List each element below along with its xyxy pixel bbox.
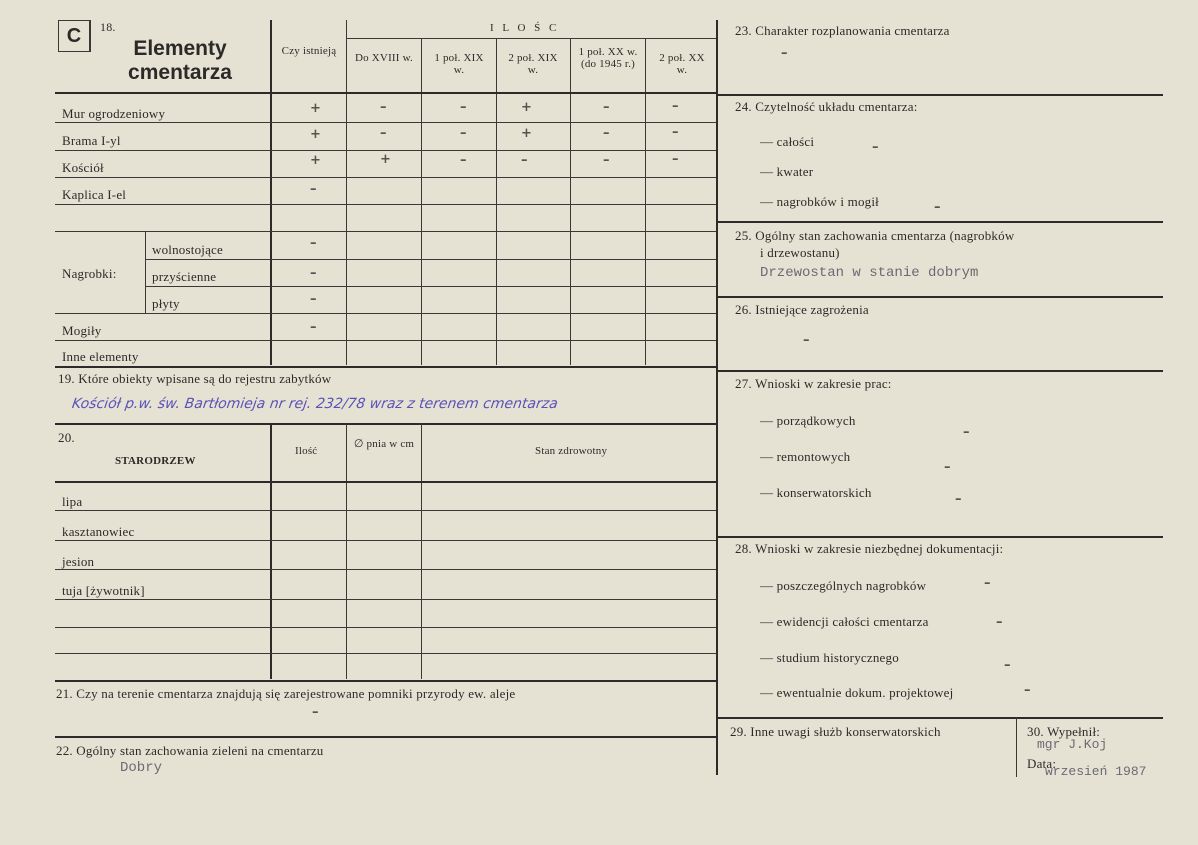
row-line <box>55 177 716 178</box>
sec24-value-calosci: – <box>872 140 879 155</box>
tree-col-divider <box>346 423 347 679</box>
sec26-top <box>716 296 1163 298</box>
mark-kosciol-p2: – <box>460 153 467 168</box>
mark-kosciol-p3: – <box>521 153 528 168</box>
sec28-item-nagrobkow: — poszczególnych nagrobków <box>760 578 927 593</box>
tree-col-divider <box>421 423 422 679</box>
sec29-top <box>716 717 1163 719</box>
row-label-plyty: płyty <box>152 296 180 311</box>
mark-wolnostojace-czy: – <box>310 236 317 251</box>
tree-header-bottom <box>55 481 716 483</box>
tree-tuja: tuja [żywotnik] <box>62 583 145 598</box>
tree-row-line <box>55 653 716 654</box>
sec19-handwritten-entry: Kościół p.w. św. Bartłomieja nr rej. 232/78 wraz z terenem cmentarza <box>70 396 559 412</box>
tree-col-stan: Stan zdrowotny <box>535 445 608 457</box>
sec28-value-projektowej: – <box>1024 683 1031 698</box>
sec18-header-bottom <box>55 92 716 94</box>
mark-kosciol-p5: – <box>672 152 679 167</box>
col-divider-p4 <box>645 38 646 365</box>
period-1: Do XVIII w. <box>354 52 413 64</box>
sec27-value-konserwatorskich: – <box>955 492 962 507</box>
mark-mogily-czy: – <box>310 320 317 335</box>
col-divider-p1 <box>421 38 422 365</box>
sec24-item-nagrobkow: — nagrobków i mogił <box>760 194 879 209</box>
sec24-label: 24. Czytelność układu cmentarza: <box>735 99 918 114</box>
sec27-item-konserwatorskich: — konserwatorskich <box>760 485 872 500</box>
sec30-date-label: Data: <box>1027 756 1057 771</box>
sec21-value: – <box>312 705 319 720</box>
mark-mur-p4: – <box>603 100 610 115</box>
mark-brama-p3: + <box>521 126 532 141</box>
tree-row-line <box>55 569 716 570</box>
row-line <box>55 150 716 151</box>
mark-kosciol-czy: + <box>310 153 321 168</box>
sec27-label: 27. Wnioski w zakresie prac: <box>735 376 892 391</box>
period-4: 1 poł. XX w. (do 1945 r.) <box>578 46 638 70</box>
sec23-value: – <box>781 46 788 61</box>
period-2: 1 poł. XIX w. <box>434 52 484 76</box>
mark-brama-p5: – <box>672 125 679 140</box>
sec18-title <box>112 37 248 85</box>
col-divider-p3 <box>570 38 571 365</box>
tree-row-line <box>55 540 716 541</box>
sec24-value-nagrobkow: – <box>934 200 941 215</box>
mark-przyscienne-czy: – <box>310 266 317 281</box>
row-label-kosciol: Kościół <box>62 160 104 175</box>
period-5: 2 poł. XX w. <box>659 52 705 76</box>
sec24-item-calosci: — całości <box>760 134 815 149</box>
tree-kasztanowiec: kasztanowiec <box>62 524 135 539</box>
row-label-inne: Inne elementy <box>62 349 139 364</box>
sec20-title: STARODRZEW <box>115 455 196 467</box>
row-label-kaplica: Kaplica I-el <box>62 187 127 202</box>
sec20-top <box>55 423 716 425</box>
row-label-przyscienne: przyścienne <box>152 269 217 284</box>
sec22-value: Dobry <box>120 760 163 776</box>
sec25-value: Drzewostan w stanie dobrym <box>760 265 979 281</box>
tree-col-pnia: ∅ pnia w cm <box>353 438 415 450</box>
col-czy-istnieja: Czy istnieją <box>281 45 337 57</box>
sec30-name: mgr J.Koj <box>1037 737 1108 752</box>
sec30-label: 30. Wypełnił: <box>1027 724 1101 739</box>
tree-row-line <box>55 627 716 628</box>
mark-plyty-czy: – <box>310 292 317 307</box>
mark-brama-p4: – <box>603 126 610 141</box>
tree-col-divider <box>270 423 272 679</box>
sec28-label: 28. Wnioski w zakresie niezbędnej dokumentacji: <box>735 541 1004 556</box>
sec28-value-ewidencji: – <box>996 615 1003 630</box>
sec25-label-2: i drzewostanu) <box>760 245 840 260</box>
mark-kosciol-p1: + <box>380 152 391 167</box>
tree-row-line <box>55 599 716 600</box>
main-divider <box>716 20 718 775</box>
section-letter-box: C <box>58 20 91 52</box>
sec18-title-line2: cmentarza <box>128 61 232 84</box>
tree-lipa: lipa <box>62 494 83 509</box>
row-line <box>55 313 716 314</box>
sec20-number: 20. <box>58 430 75 445</box>
sec25-label-1: 25. Ogólny stan zachowania cmentarza (nagrobków <box>735 228 1015 243</box>
sec24-top <box>716 94 1163 96</box>
mark-mur-p5: – <box>672 99 679 114</box>
col-divider-p2 <box>496 38 497 365</box>
sec19-top <box>55 366 716 368</box>
sec27-top <box>716 370 1163 372</box>
row-line <box>145 259 716 260</box>
ilosc-underline <box>346 38 716 39</box>
mark-mur-czy: + <box>310 101 321 116</box>
sec26-label: 26. Istniejące zagrożenia <box>735 302 869 317</box>
tree-col-ilosc: Ilość <box>295 445 318 457</box>
col-ilosc-header: I L O Ś C <box>490 22 560 34</box>
sec27-value-porzadkowych: – <box>963 425 970 440</box>
mark-mur-p3: + <box>521 100 532 115</box>
sec27-value-remontowych: – <box>944 460 951 475</box>
row-label-mur: Mur ogrodzeniowy <box>62 106 166 121</box>
sec27-item-porzadkowych: — porządkowych <box>760 413 856 428</box>
sec30-divider <box>1016 717 1017 777</box>
nagrobki-label: Nagrobki: <box>62 266 117 281</box>
row-line <box>145 286 716 287</box>
sec22-label: 22. Ogólny stan zachowania zieleni na cmentarzu <box>56 743 324 758</box>
sec21-label: 21. Czy na terenie cmentarza znajdują się zarejestrowane pomniki przyrody ew. aleje <box>56 686 516 701</box>
mark-mur-p2: – <box>460 100 467 115</box>
sec26-value: – <box>803 333 810 348</box>
nagrobki-divider <box>145 231 146 313</box>
sec25-top <box>716 221 1163 223</box>
sec28-top <box>716 536 1163 538</box>
sec27-item-remontowych: — remontowych <box>760 449 851 464</box>
row-line <box>55 231 716 232</box>
row-line <box>55 204 716 205</box>
sec18-number: 18. <box>100 20 116 34</box>
sec18-title-line1: Elementy <box>133 37 227 60</box>
row-label-mogily: Mogiły <box>62 323 102 338</box>
mark-kosciol-p4: – <box>603 153 610 168</box>
mark-kaplica-czy: – <box>310 182 317 197</box>
row-line <box>55 122 716 123</box>
sec28-value-nagrobkow: – <box>984 576 991 591</box>
sec21-top <box>55 680 716 682</box>
sec28-item-projektowej: — ewentualnie dokum. projektowej <box>760 685 954 700</box>
sec19-label: 19. Które obiekty wpisane są do rejestru zabytków <box>58 371 332 386</box>
tree-row-line <box>55 510 716 511</box>
mark-brama-p1: – <box>380 126 387 141</box>
row-label-wolnostojace: wolnostojące <box>152 242 223 257</box>
tree-jesion: jesion <box>62 554 95 569</box>
mark-brama-p2: – <box>460 126 467 141</box>
sec29-label: 29. Inne uwagi służb konserwatorskich <box>730 724 941 739</box>
sec28-item-ewidencji: — ewidencji całości cmentarza <box>760 614 929 629</box>
row-line <box>55 340 716 341</box>
mark-brama-czy: + <box>310 127 321 142</box>
sec30-date: wrzesień 1987 <box>1045 764 1147 779</box>
sec24-item-kwater: — kwater <box>760 164 814 179</box>
mark-mur-p1: – <box>380 100 387 115</box>
row-label-brama: Brama I-yl <box>62 133 121 148</box>
period-3: 2 poł. XIX w. <box>508 52 558 76</box>
sec23-label: 23. Charakter rozplanowania cmentarza <box>735 23 950 38</box>
sec22-top <box>55 736 716 738</box>
sec28-value-studium: – <box>1004 658 1011 673</box>
sec28-item-studium: — studium historycznego <box>760 650 899 665</box>
